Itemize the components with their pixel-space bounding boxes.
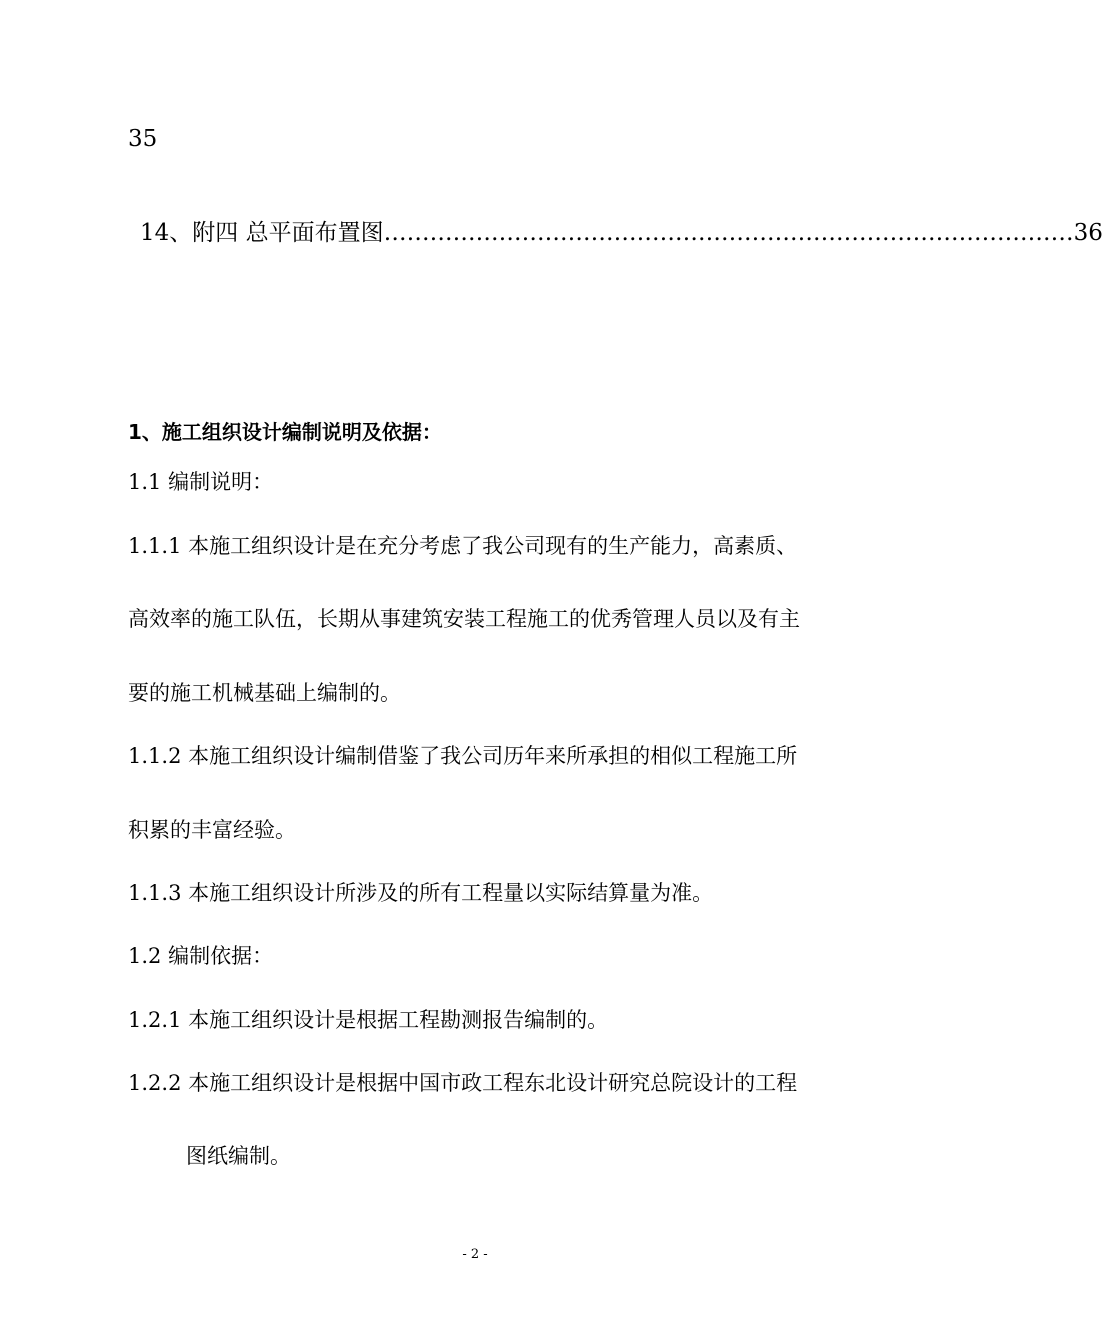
toc-entry-leader-dots: ……………………………………………………………………………… — [383, 220, 1074, 246]
paragraph-line: 1.1.3 本施工组织设计所涉及的所有工程量以实际结算量为准。 — [128, 881, 714, 905]
paragraph-line: 1.2.2 本施工组织设计是根据中国市政工程东北设计研究总院设计的工程 — [128, 1071, 798, 1095]
subsection-title-1-2: 1.2 编制依据： — [128, 944, 274, 968]
section-heading: 1、施工组织设计编制说明及依据： — [128, 420, 442, 444]
paragraph-line: 要的施工机械基础上编制的。 — [128, 681, 401, 705]
paragraph-line: 1.1.2 本施工组织设计编制借鉴了我公司历年来所承担的相似工程施工所 — [128, 744, 798, 768]
paragraph-line: 高效率的施工队伍，长期从事建筑安装工程施工的优秀管理人员以及有主 — [128, 607, 800, 631]
toc-entry[interactable] — [140, 218, 1103, 248]
paragraph-line: 1.2.1 本施工组织设计是根据工程勘测报告编制的。 — [128, 1008, 609, 1032]
paragraph-line: 积累的丰富经验。 — [128, 818, 296, 842]
toc-continued-page-number: 35 — [128, 126, 158, 152]
paragraph-line: 1.1.1 本施工组织设计是在充分考虑了我公司现有的生产能力，高素质、 — [128, 534, 798, 558]
toc-entry-page-number: 36 — [1073, 220, 1103, 246]
subsection-title-1-1: 1.1 编制说明： — [128, 470, 274, 494]
toc-entry-label: 14、附四 总平面布置图 — [140, 220, 384, 246]
page-number-footer: - 2 - — [462, 1247, 488, 1262]
paragraph-line-indented: 图纸编制。 — [186, 1144, 291, 1168]
